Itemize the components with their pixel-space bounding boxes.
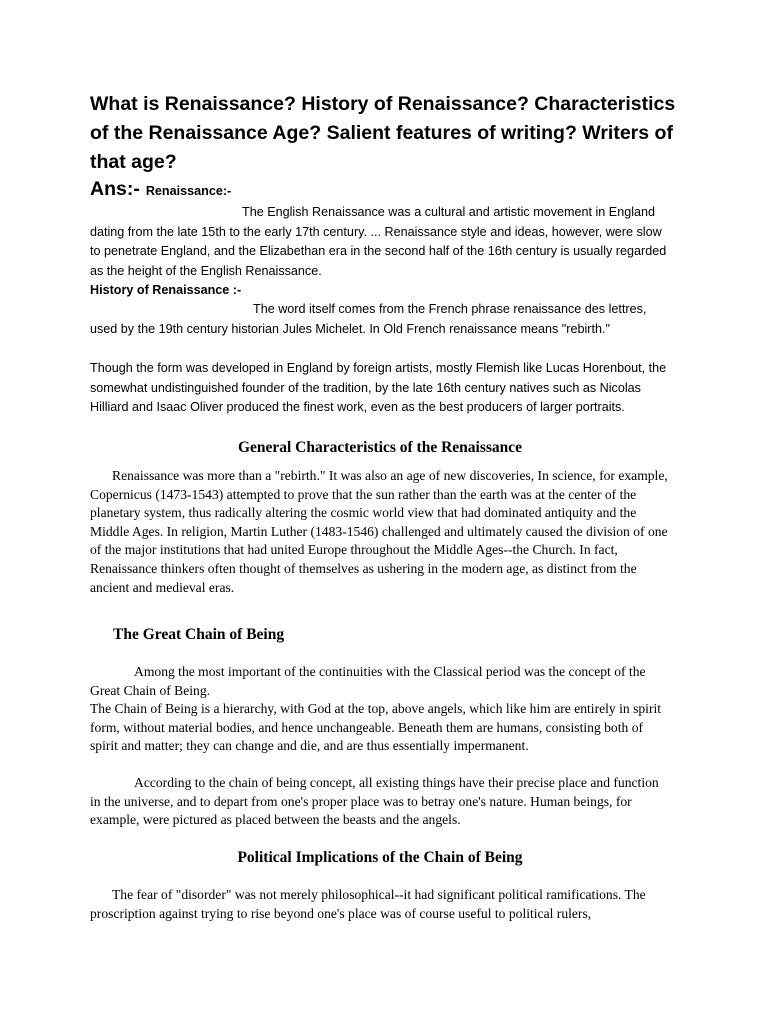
political-implications-heading: Political Implications of the Chain of Being bbox=[237, 849, 523, 866]
ans-label: Ans:- bbox=[90, 178, 140, 200]
answer-header bbox=[90, 178, 231, 201]
chain-paragraph-2: The Chain of Being is a hierarchy, with God at the top, above angels, which like him are entirely in spirit form, without material bodies, and hence unchangeable. Beneath them are humans, consisting both of spirit and matter; they can change and die, and are thus essentially impermanent. bbox=[90, 701, 662, 754]
great-chain-heading: The Great Chain of Being bbox=[113, 626, 285, 643]
general-text: Renaissance was more than a "rebirth." It was also an age of new discoveries, In science, for example, Copernicus (1473-1543) attempted to prove that the sun rather than the earth was at the center of the planetary system, thus radically altering the cosmic world view that had dominated antiquity and the Middle Ages. In religion, Martin Luther (1483-1546) challenged and ultimately caused the division of one of the major institutions that had united Europe throughout the Middle Ages--the Church. In fact, Renaissance thinkers often thought of themselves as ushering in the modern age, as distinct from the ancient and medieval eras. bbox=[90, 468, 668, 595]
chain-text-1: Among the most important of the continuities with the Classical period was the concept of the Great Chain of Being. bbox=[90, 664, 646, 698]
history-label: History of Renaissance :- bbox=[90, 283, 242, 297]
renaissance-text: The English Renaissance was a cultural and artistic movement in England dating from the late 15th to the early 17th century. ... Renaissance style and ideas, however, were slow to penetrate England, and the Elizabethan era in the second half of the 16th century is usually regarded as the height of the English Renaissance. bbox=[90, 205, 667, 278]
political-paragraph bbox=[90, 886, 670, 923]
political-text: The fear of "disorder" was not merely philosophical--it had significant political ramifications. The proscription against trying to rise beyond one's place was of course useful to political rulers, bbox=[90, 887, 646, 921]
chain-paragraph-3 bbox=[90, 774, 670, 830]
chain-text-3: According to the chain of being concept, all existing things have their precise place and function in the universe, and to depart from one's proper place was to betray one's nature. Human beings, for example, were pictured as placed between the beasts and the angels. bbox=[90, 775, 659, 828]
history-paragraph-1 bbox=[90, 300, 670, 339]
history-text-1: The word itself comes from the French phrase renaissance des lettres, used by the 19th century historian Jules Michelet. In Old French renaissance means "rebirth." bbox=[90, 302, 647, 336]
document-title: What is Renaissance? History of Renaissance? Characteristics of the Renaissance Age? Salient features of writing? Writers of that age? bbox=[90, 93, 676, 173]
general-characteristics-heading: General Characteristics of the Renaissance bbox=[237, 439, 523, 456]
renaissance-paragraph bbox=[90, 203, 670, 281]
renaissance-label: Renaissance:- bbox=[145, 184, 232, 198]
chain-paragraph-1 bbox=[90, 663, 670, 700]
general-paragraph bbox=[90, 467, 670, 597]
history-paragraph-2: Though the form was developed in England by foreign artists, mostly Flemish like Lucas Horenbout, the somewhat undistinguished founder of the tradition, by the late 16th century natives such as Nicolas Hilliard and Isaac Oliver produced the finest work, even as the best producers of larger portraits. bbox=[90, 361, 667, 414]
